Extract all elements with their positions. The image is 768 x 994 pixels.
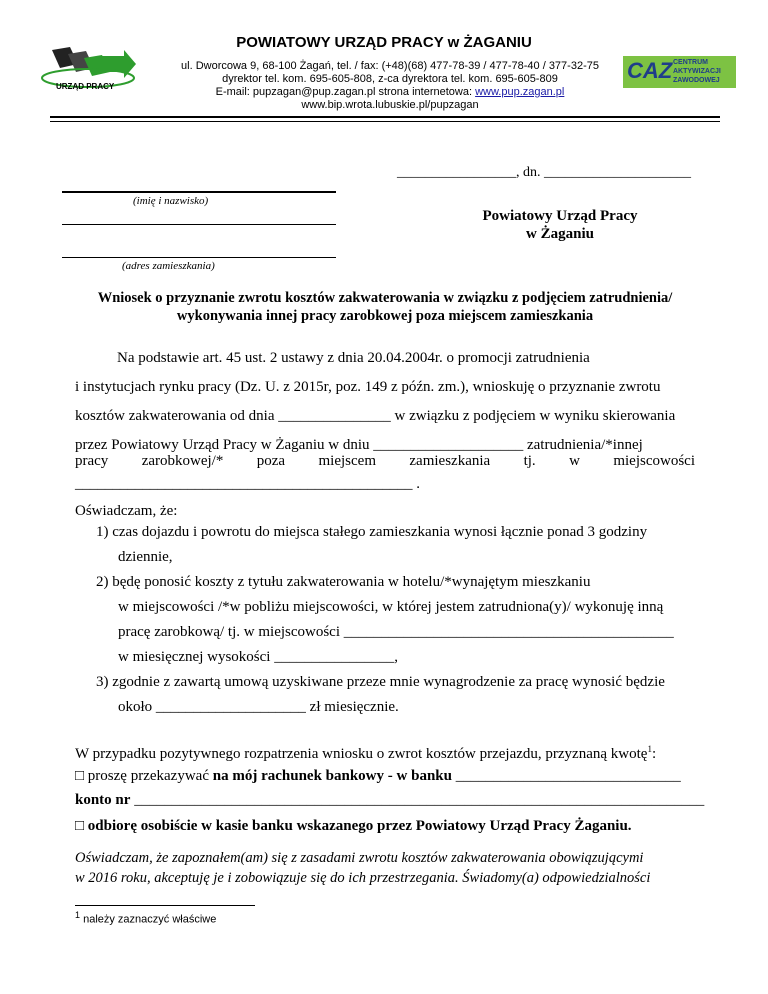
declare-heading: Oświadczam, że: (75, 503, 178, 519)
para-line-5 (75, 453, 695, 470)
logo-caz (623, 56, 736, 88)
item1-line1: 1) czas dojazdu i powrotu do miejsca stałego zamieszkania wynosi łącznie ponad 3 godziny (96, 524, 648, 540)
statement (75, 848, 695, 888)
option1-pre: □ proszę przekazywać (75, 768, 213, 784)
para-line-2: i instytucjach rynku pracy (Dz. U. z 2015r, poz. 149 z późn. zm.), wnioskuję o przyznanie zwrotu (75, 379, 661, 395)
footnote-rule (75, 905, 255, 906)
para-word: miejscowości (613, 453, 695, 469)
name-caption: (imię i nazwisko) (133, 195, 209, 207)
option-bank-transfer[interactable] (75, 768, 681, 785)
locality-field[interactable]: _____________________________________________ . (75, 476, 420, 492)
para-word: miejscem (318, 453, 376, 469)
item2-line4[interactable]: w miesięcznej wysokości ________________, (118, 649, 398, 665)
para-word: poza (256, 453, 286, 469)
item2-line1: 2) będę ponosić koszty z tytułu zakwaterowania w hotelu/*wynajętym mieszkaniu (96, 574, 591, 590)
para-word: zarobkowej/* (141, 453, 224, 469)
para-word: w (569, 453, 580, 469)
form-title-line2: wykonywania innej pracy zarobkowej poza miejscem zamieszkania (176, 308, 594, 324)
item1-line2: dziennie, (118, 549, 173, 565)
item2-line2: w miejscowości /*w pobliżu miejscowości, w której jestem zatrudniona(y)/ wykonuję inną (118, 599, 664, 615)
para-line-4: przez Powiatowy Urząd Pracy w Żaganiu w dniu ____________________ zatrudnienia/*innej (75, 437, 643, 453)
account-number-field[interactable]: ____________________________________________________________________________ (130, 792, 705, 808)
address-caption: (adres zamieszkania) (122, 260, 215, 272)
place-date-field[interactable]: _________________, dn. _____________________ (397, 165, 691, 180)
office-title: POWIATOWY URZĄD PRACY w ŻAGANIU (236, 34, 532, 51)
refund-text (75, 744, 656, 763)
form-title (60, 289, 710, 325)
address-line-1[interactable] (62, 224, 336, 225)
logo-caz-line1: CENTRUM (673, 59, 708, 66)
name-line[interactable] (62, 191, 336, 193)
office-directors: dyrektor tel. kom. 695-605-808, z-ca dyrektora tel. kom. 695-605-809 (222, 73, 558, 85)
office-address: ul. Dworcowa 9, 68-100 Żagań, tel. / fax: (+48)(68) 477-78-39 / 477-78-40 / 377-32-75 (181, 60, 599, 72)
logo-urzad-pracy-text: URZĄD PRACY (56, 82, 115, 91)
para-word: zamieszkania (409, 453, 491, 469)
logo-caz-line3: ZAWODOWEJ (673, 77, 720, 84)
recipient (470, 207, 650, 243)
office-contact (170, 85, 610, 99)
footnote-ref: 1 (647, 744, 652, 754)
refund-colon: : (651, 746, 657, 762)
account-row (75, 792, 704, 809)
bank-name-field[interactable]: ______________________________ (451, 768, 681, 784)
logo-urzad-pracy (38, 44, 138, 94)
item2-line3[interactable]: pracę zarobkową/ tj. w miejscowości ____________________________________________ (118, 624, 674, 640)
para-line-1: Na podstawie art. 45 ust. 2 ustawy z dnia 20.04.2004r. o promocji zatrudnienia (117, 350, 590, 366)
form-title-line1: Wniosek o przyznanie zwrotu kosztów zakwaterowania w związku z podjęciem zatrudnienia/ (97, 290, 673, 306)
address-line-2[interactable] (62, 257, 336, 258)
header-rule-thin (50, 121, 720, 122)
footnote-number: 1 (75, 910, 81, 920)
account-label: konto nr (75, 792, 131, 808)
recipient-line1: Powiatowy Urząd Pracy (482, 208, 638, 224)
statement-line2: w 2016 roku, akceptuję je i zobowiązuje się do ich przestrzegania. Świadomy(a) odpowiedzialności (75, 870, 651, 886)
para-line-3: kosztów zakwaterowania od dnia _______________ w związku z podjęciem w wyniku skierowania (75, 408, 676, 424)
office-bip: www.bip.wrota.lubuskie.pl/pupzagan (301, 99, 479, 111)
item3-line2[interactable]: około ____________________ zł miesięcznie. (118, 699, 399, 715)
option-cash-pickup[interactable]: □ odbiorę osobiście w kasie banku wskazanego przez Powiatowy Urząd Pracy Żaganiu. (75, 818, 632, 834)
option1-bold: na mój rachunek bankowy - w banku (212, 768, 452, 784)
office-email: E-mail: pupzagan@pup.zagan.pl strona internetowa: (215, 86, 476, 98)
footnote (75, 910, 216, 926)
statement-line1: Oświadczam, że zapoznałem(am) się z zasadami zwrotu kosztów zakwaterowania obowiązującymi (75, 850, 644, 866)
recipient-line2: w Żaganiu (526, 226, 594, 242)
header-rule-thick (50, 116, 720, 118)
logo-caz-line2: AKTYWIZACJI (673, 68, 721, 75)
logo-caz-abbrev: CAZ (627, 58, 673, 83)
footnote-text: należy zaznaczyć właściwe (83, 913, 217, 926)
website-link[interactable]: www.pup.zagan.pl (475, 86, 565, 98)
para-word: tj. (523, 453, 536, 469)
para-word: pracy (75, 453, 109, 469)
refund-text-main: W przypadku pozytywnego rozpatrzenia wniosku o zwrot kosztów przejazdu, przyznaną kwotę (75, 746, 648, 762)
item3-line1: 3) zgodnie z zawartą umową uzyskiwane przeze mnie wynagrodzenie za pracę wynosić będzie (96, 674, 665, 690)
